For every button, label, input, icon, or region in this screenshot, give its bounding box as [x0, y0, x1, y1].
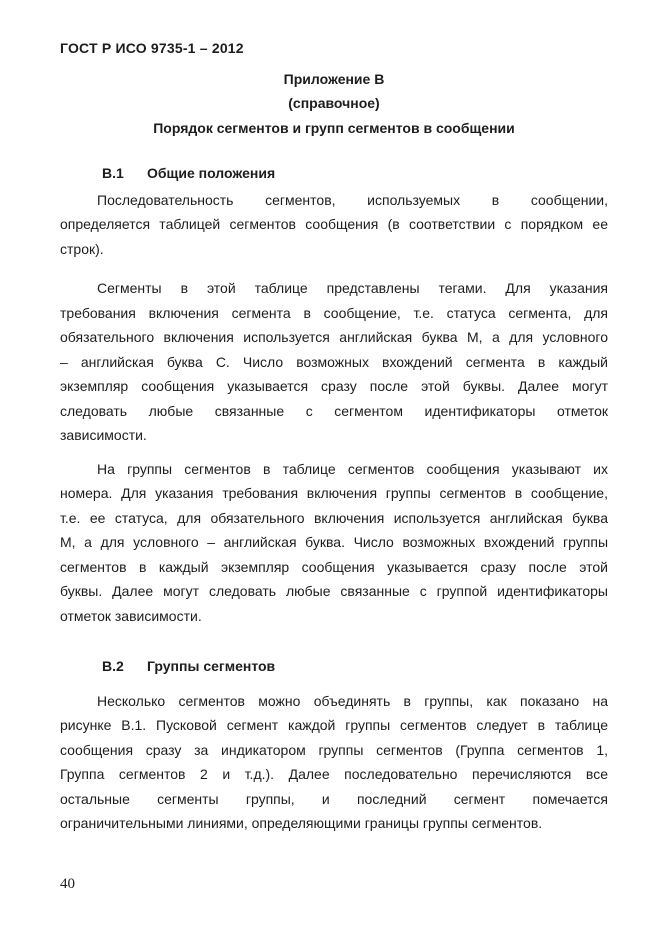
- paragraph-line: строк).: [60, 240, 104, 257]
- paragraph-line: требования включения сегмента в сообщение, т.е. статуса сегмента, для: [60, 304, 608, 321]
- paragraph-line: экземпляр сообщения указывается сразу после этой буквы. Далее могут: [60, 378, 608, 394]
- paragraph-line: отметок зависимости.: [60, 607, 202, 624]
- paragraph-line: Сегменты в этой таблице представлены тегами. Для указания: [97, 280, 608, 296]
- paragraph: [60, 457, 608, 629]
- paragraph-line: буквы. Далее могут следовать любые связанные с группой идентификаторы: [60, 583, 608, 599]
- paragraph-line: Группа сегментов 2 и т.д.). Далее последовательно перечисляются все: [60, 766, 608, 782]
- section-title: Общие положения: [147, 165, 276, 181]
- paragraph: [60, 276, 608, 448]
- paragraph-line: M, а для условного – английская буква. Число возможных вхождений группы: [60, 534, 608, 550]
- paragraph-line: определяется таблицей сегментов сообщения (в соответствии с порядком ее: [60, 216, 608, 232]
- paragraph-line: т.е. ее статуса, для обязательного включения используется английская буква: [60, 509, 608, 526]
- paragraph: [60, 188, 608, 262]
- paragraph-line: сегментов в каждый экземпляр сообщения указывается сразу после этой: [60, 558, 608, 575]
- paragraph-line: Несколько сегментов можно объединять в группы, как показано на: [97, 692, 608, 709]
- appendix-title: Приложение В: [283, 70, 385, 87]
- section-heading-b1: [60, 161, 608, 186]
- paragraph-line: рисунке В.1. Пусковой сегмент каждой группы сегментов следует в таблице: [60, 717, 608, 733]
- paragraph-line: На группы сегментов в таблице сегментов сообщения указывают их: [97, 460, 608, 477]
- page-number: 40: [60, 875, 75, 892]
- paragraph-line: – английская буква C. Число возможных вхождений сегмента в каждый: [60, 353, 608, 370]
- paragraph-line: зависимости.: [60, 427, 147, 443]
- appendix-heading: Порядок сегментов и групп сегментов в сообщении: [153, 119, 515, 136]
- paragraph-line: ограничительными линиями, определяющими границы группы сегментов.: [60, 815, 543, 831]
- paragraph: [60, 689, 608, 836]
- appendix-subtitle: (справочное): [288, 95, 380, 111]
- paragraph-line: обязательного включения используется английская буква M, а для условного: [60, 329, 608, 345]
- section-number: В.2: [102, 658, 124, 674]
- section-heading-b2: [60, 654, 608, 679]
- paragraph-line: сообщения сразу за индикатором группы сегментов (Группа сегментов 1,: [60, 741, 608, 758]
- paragraph-line: остальные сегменты группы, и последний сегмент помечается: [60, 790, 608, 807]
- section-number: В.1: [102, 165, 124, 181]
- paragraph-line: номера. Для указания требования включения группы сегментов в сообщение,: [60, 485, 608, 501]
- paragraph-line: следовать любые связанные с сегментом идентификаторы отметок: [60, 402, 608, 419]
- document-header: ГОСТ Р ИСО 9735-1 – 2012: [60, 40, 244, 56]
- appendix-title-block: [60, 67, 608, 141]
- section-title: Группы сегментов: [147, 658, 276, 674]
- page-content: [0, 36, 661, 896]
- paragraph-line: Последовательность сегментов, используемых в сообщении,: [97, 191, 608, 208]
